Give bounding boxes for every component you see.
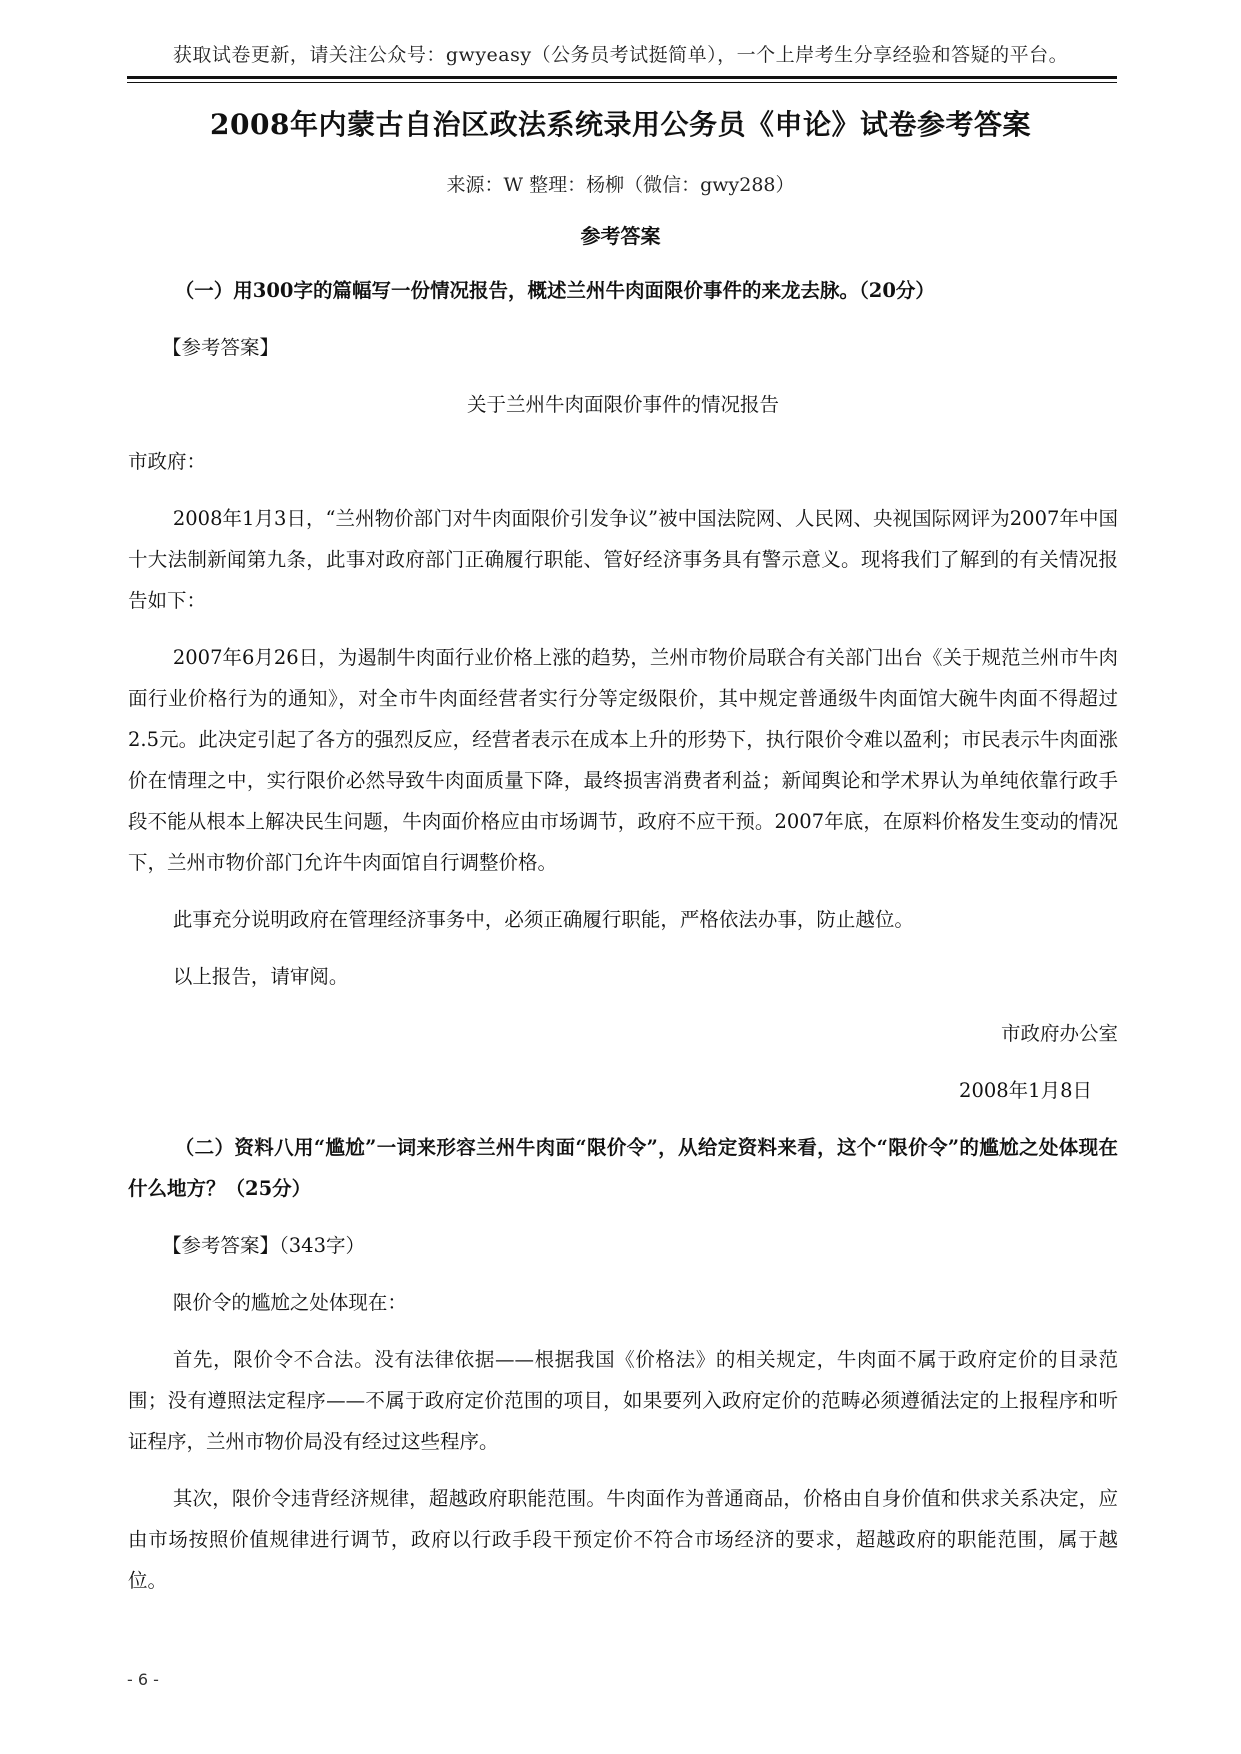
header-note: 获取试卷更新，请关注公众号：gwyeasy（公务员考试挺简单），一个上岸考生分享经验和答疑的平台。 (172, 44, 1069, 66)
signature-org: 市政府办公室 (1000, 1022, 1118, 1045)
answer-paragraph: 首先，限价令不合法。没有法律依据——根据我国《价格法》的相关规定，牛肉面不属于政府定价的目录范围；没有遵照法定程序——不属于政府定价范围的项目，如果要列入政府定价的范畴必须遵循法定的上报程序和听证程序，兰州市物价局没有经过这些程序。 (128, 1348, 1118, 1453)
question-2-answer-label: 【参考答案】（343字） (162, 1234, 365, 1257)
header-rule-thin (127, 82, 1117, 83)
question-2: （二）资料八用“尴尬”一词来形容兰州牛肉面“限价令”，从给定资料来看，这个“限价令”的尴尬之处体现在什么地方？（25分） (128, 1136, 1118, 1200)
header-rule-thick (127, 76, 1117, 79)
answer-paragraph: 其次，限价令违背经济规律，超越政府职能范围。牛肉面作为普通商品，价格由自身价值和供求关系决定，应由市场按照价值规律进行调节，政府以行政手段干预定价不符合市场经济的要求，超越政府的职能范围，属于越位。 (128, 1487, 1118, 1592)
page-number: - 6 - (127, 1670, 159, 1689)
report-paragraph: 2007年6月26日，为遏制牛肉面行业价格上涨的趋势，兰州市物价局联合有关部门出台《关于规范兰州市牛肉面行业价格行为的通知》，对全市牛肉面经营者实行分等定级限价，其中规定普通级牛肉面馆大碗牛肉面不得超过2.5元。此决定引起了各方的强烈反应，经营者表示在成本上升的形势下，执行限价令难以盈利；市民表示牛肉面涨价在情理之中，实行限价必然导致牛肉面质量下降，最终损害消费者利益；新闻舆论和学术界认为单纯依靠行政手段不能从根本上解决民生问题，牛肉面价格应由市场调节，政府不应干预。2007年底，在原料价格发生变动的情况下，兰州市物价部门允许牛肉面馆自行调整价格。 (128, 646, 1118, 874)
signature-date: 2008年1月8日 (959, 1079, 1092, 1102)
document-body (128, 270, 1118, 1617)
report-salutation: 市政府： (128, 450, 207, 473)
source-line: 来源：W 整理：杨柳（微信：gwy288） (446, 174, 795, 196)
answer-heading: 参考答案 (580, 224, 661, 248)
report-paragraph: 2008年1月3日，“兰州物价部门对牛肉面限价引发争议”被中国法院网、人民网、央视国际网评为2007年中国十大法制新闻第九条，此事对政府部门正确履行职能、管好经济事务具有警示意义。现将我们了解到的有关情况报告如下： (128, 507, 1118, 612)
document-title: 2008年内蒙古自治区政法系统录用公务员《申论》试卷参考答案 (210, 108, 1031, 141)
report-title: 关于兰州牛肉面限价事件的情况报告 (466, 393, 779, 416)
report-paragraph: 以上报告，请审阅。 (172, 965, 349, 988)
report-paragraph: 此事充分说明政府在管理经济事务中，必须正确履行职能，严格依法办事，防止越位。 (172, 908, 914, 931)
answer-paragraph: 限价令的尴尬之处体现在： (172, 1291, 407, 1314)
question-1-answer-label: 【参考答案】 (162, 336, 280, 359)
question-1: （一）用300字的篇幅写一份情况报告，概述兰州牛肉面限价事件的来龙去脉。（20分） (174, 279, 935, 302)
